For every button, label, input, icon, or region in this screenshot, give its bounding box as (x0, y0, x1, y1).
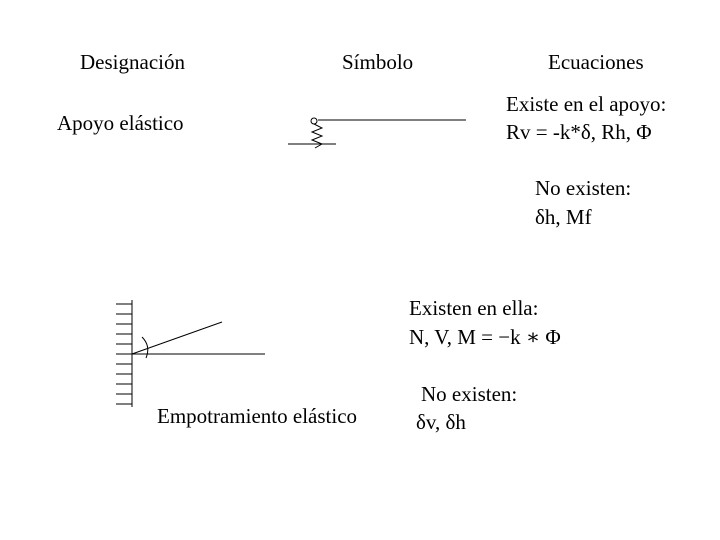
elastic-fixing-label: Empotramiento elástico (157, 404, 358, 428)
equations-header: Ecuaciones (548, 50, 644, 74)
elastic-support-label: Apoyo elástico (57, 111, 184, 135)
elastic-fixing-exists-values: N, V, M = −k ∗ Φ (409, 325, 561, 349)
elastic-fixing-exists-title: Existen en ella: (409, 296, 539, 320)
elastic-support-exists-values: Rv = -k*δ, Rh, Φ (506, 120, 652, 144)
elastic-fixing-symbol (116, 300, 265, 407)
elastic-fixing-not-exists-title: No existen: (421, 382, 518, 406)
rotated-beam-line (132, 322, 222, 354)
elastic-fixing-not-exists-values: δv, δh (416, 410, 466, 434)
symbol-header: Símbolo (342, 50, 414, 74)
elastic-support-symbol (288, 118, 466, 148)
designation-header: Designación (80, 50, 185, 74)
elastic-support-not-exists-title: No existen: (535, 176, 632, 200)
rotation-arc (142, 337, 148, 358)
wall-hatching (116, 304, 132, 404)
support-hinge (311, 118, 317, 124)
elastic-support-not-exists-values: δh, Mf (535, 205, 592, 229)
elastic-support-exists-title: Existe en el apoyo: (506, 92, 667, 116)
